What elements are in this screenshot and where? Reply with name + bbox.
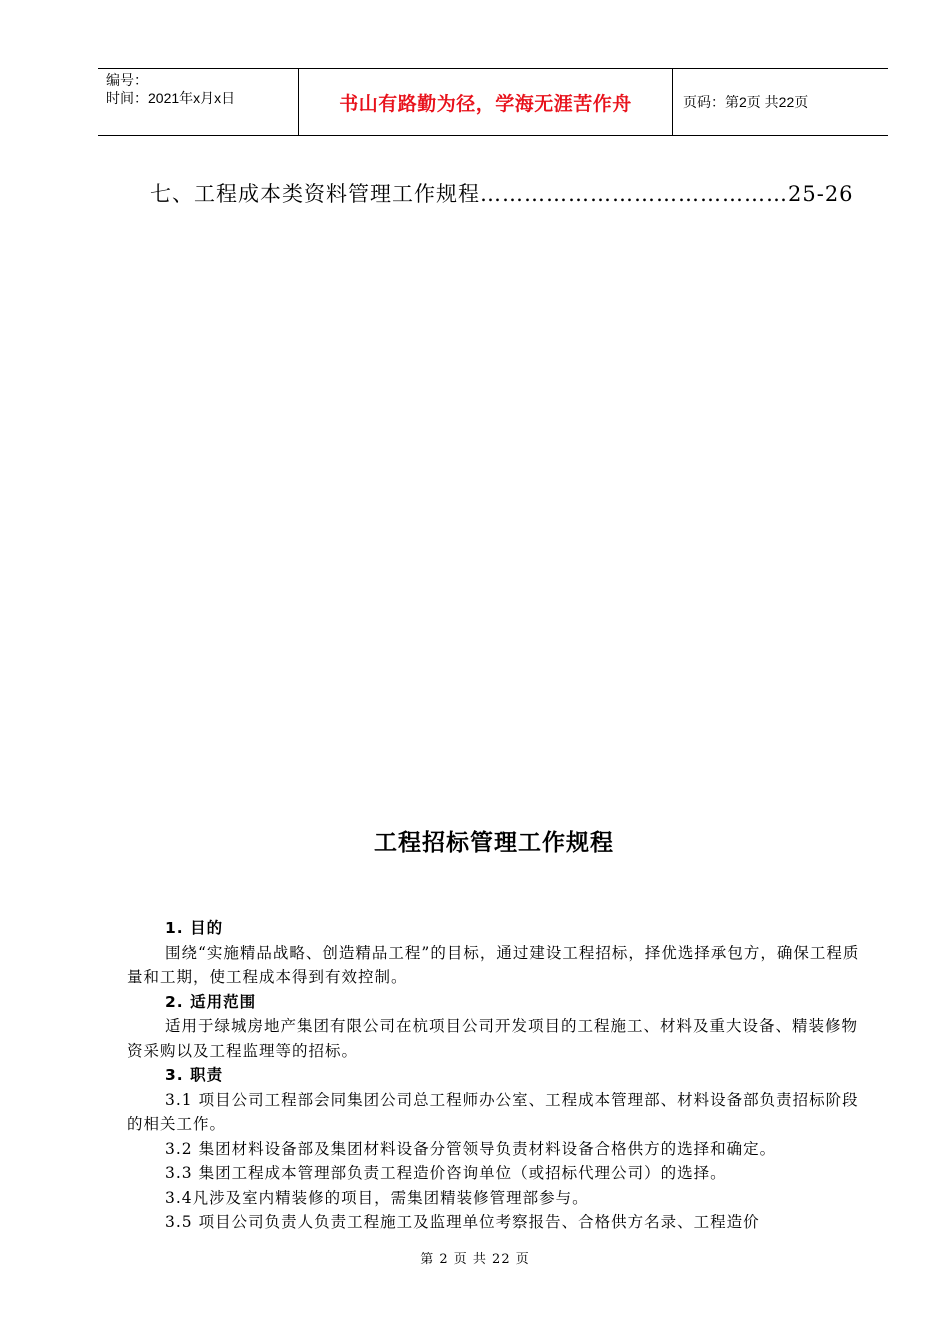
paragraph-duty-3-1: 3.1 项目公司工程部会同集团公司总工程师办公室、工程成本管理部、材料设备部负责招标阶段的相关工作。 — [127, 1090, 859, 1133]
paragraph-purpose: 围绕“实施精品战略、创造精品工程”的目标，通过建设工程招标，择优选择承包方，确保工程质量和工期，使工程成本得到有效控制。 — [127, 943, 860, 986]
paragraph-duty-3-4: 3.4凡涉及室内精装修的项目，需集团精装修管理部参与。 — [165, 1188, 589, 1207]
document-body — [127, 916, 860, 1235]
header-page-info: 页码：第2页 共22页 — [683, 94, 809, 110]
section-heading-purpose: 1. 目的 — [165, 919, 224, 937]
header-meta — [98, 69, 299, 135]
paragraph-scope: 适用于绿城房地产集团有限公司在杭项目公司开发项目的工程施工、材料及重大设备、精装修物资采购以及工程监理等的招标。 — [127, 1017, 859, 1060]
paragraph-duty-3-3: 3.3 集团工程成本管理部负责工程造价咨询单位（或招标代理公司）的选择。 — [165, 1164, 727, 1182]
paragraph-duty-3-2: 3.2 集团材料设备部及集团材料设备分管领导负责材料设备合格供方的选择和确定。 — [165, 1139, 777, 1158]
header-time-label: 时间：2021年x月x日 — [106, 90, 236, 106]
section-heading-scope: 2. 适用范围 — [165, 992, 257, 1011]
page-header — [98, 68, 888, 136]
page-footer: 第 2 页 共 22 页 — [420, 1252, 530, 1267]
header-motto: 书山有路勤为径，学海无涯苦作舟 — [299, 69, 673, 135]
section-heading-duties: 3. 职责 — [165, 1066, 224, 1084]
header-number-label: 编号： — [106, 72, 148, 88]
document-title: 工程招标管理工作规程 — [374, 830, 614, 856]
toc-entry: 七、工程成本类资料管理工作规程……………………………………25-26 — [150, 182, 854, 206]
paragraph-duty-3-5: 3.5 项目公司负责人负责工程施工及监理单位考察报告、合格供方名录、工程造价 — [165, 1213, 760, 1231]
